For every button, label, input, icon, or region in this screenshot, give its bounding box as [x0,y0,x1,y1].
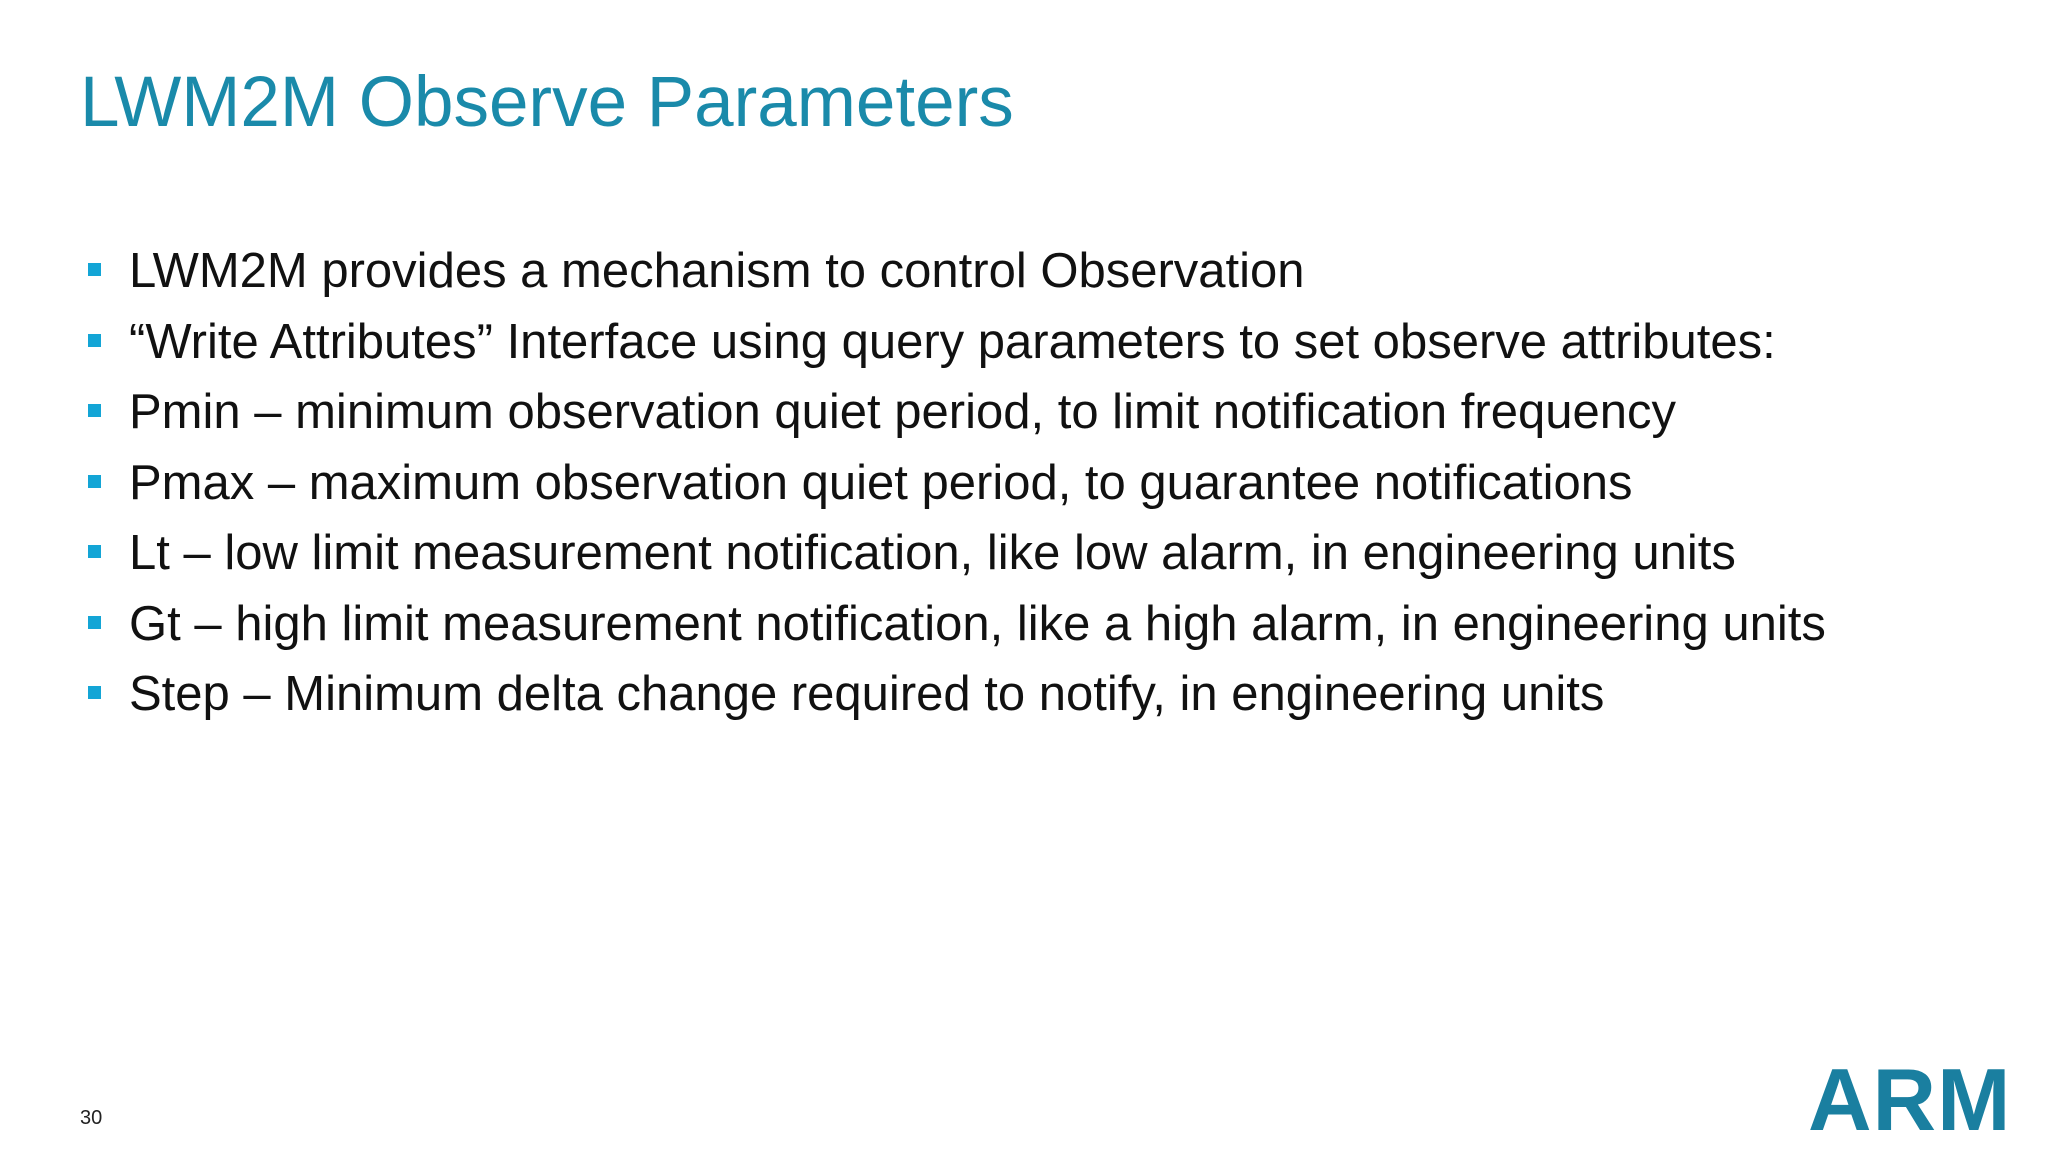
square-bullet-icon [88,334,101,347]
arm-logo: ARM [1808,1050,2012,1149]
square-bullet-icon [88,616,101,629]
page-number: 30 [80,1107,103,1129]
square-bullet-icon [88,404,101,417]
square-bullet-icon [88,263,101,276]
square-bullet-icon [88,475,101,488]
bullet-text: Pmin – minimum observation quiet period, to limit notification frequency [129,385,1676,439]
bullet-text: Pmax – maximum observation quiet period, to guarantee notifications [129,455,1633,510]
bullet-text: Gt – high limit measurement notification, like a high alarm, in engineering units [129,596,1826,651]
bullet-text: “Write Attributes” Interface using query parameters to set observe attributes: [129,314,1776,369]
bullet-text: Lt – low limit measurement notification, like low alarm, in engineering units [129,526,1736,580]
bullet-text: Step – Minimum delta change required to notify, in engineering units [129,667,1605,721]
square-bullet-icon [88,545,101,558]
slide-title: LWM2M Observe Parameters [80,63,1014,142]
bullet-text: LWM2M provides a mechanism to control Observation [129,244,1305,298]
square-bullet-icon [88,686,101,699]
